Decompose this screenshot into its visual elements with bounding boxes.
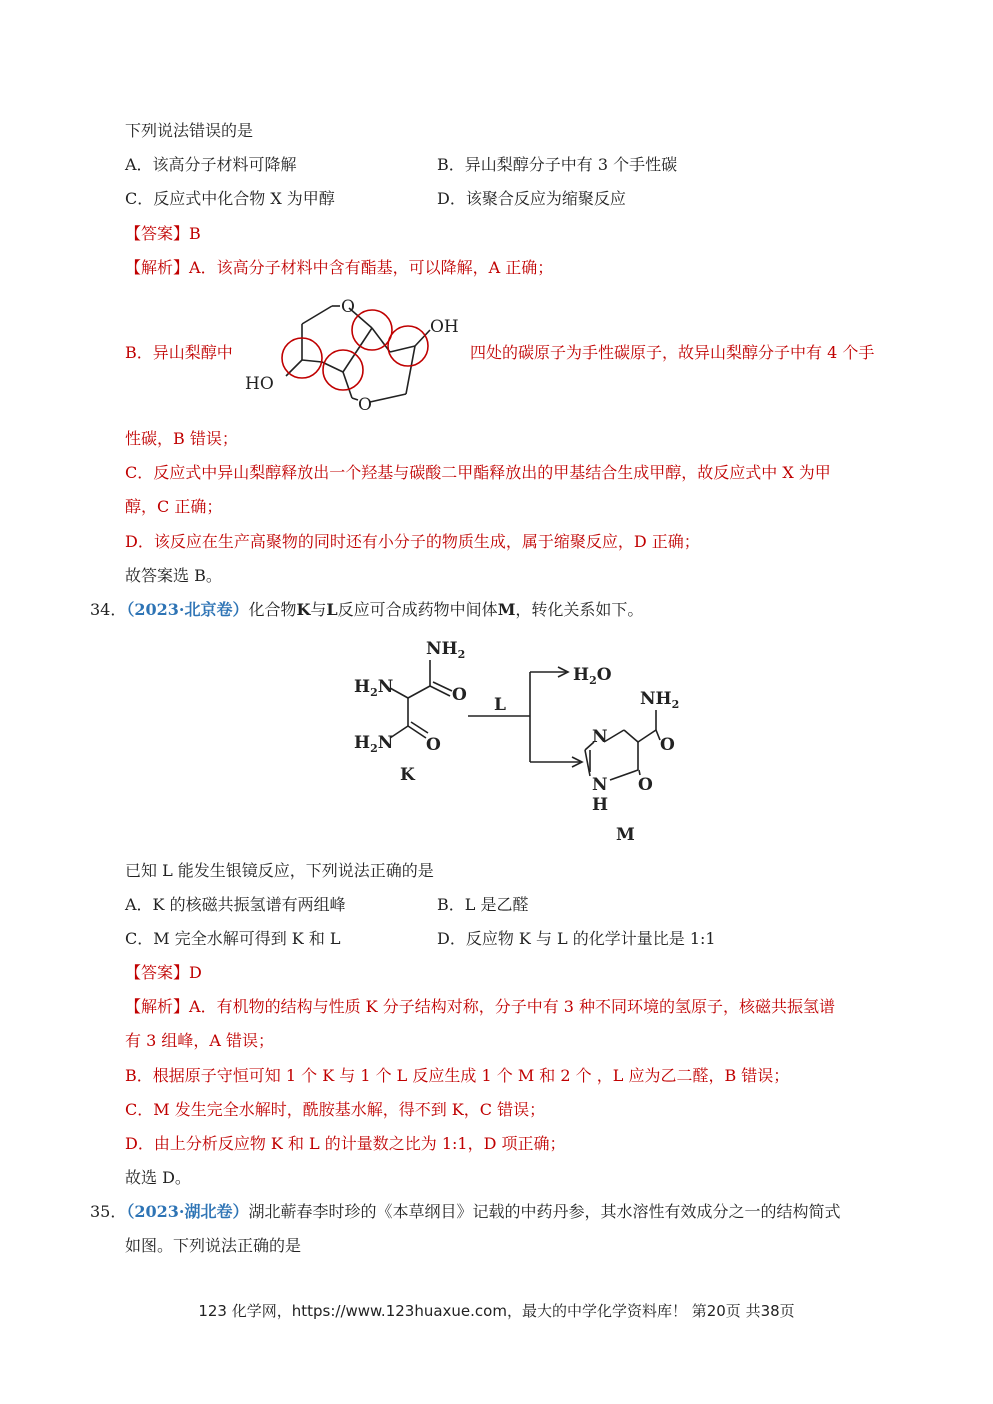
reaction-scheme [340,630,700,850]
q33-analysis-b-prefix: B．异山梨醇中 [125,343,233,362]
svg-text:M: M [616,825,635,845]
q33-analysis-b-suffix: 四处的碳原子为手性碳原子，故异山梨醇分子中有 4 个手 [470,343,875,362]
q34-stem-b: 与 [310,600,327,619]
q33-analysis-c: C．反应式中异山梨醇释放出一个羟基与碳酸二甲酯释放出的甲基结合生成甲醇，故反应式中 X 为甲 [125,463,831,482]
q35-stem: 湖北蕲春李时珍的《本草纲目》记载的中药丹参，其水溶性有效成分之一的结构简式 [248,1202,841,1221]
answer-value: D [189,963,202,982]
q33-stem: 下列说法错误的是 [125,121,254,140]
q34-analysis-a-cont: 有 3 组峰，A 错误； [125,1031,274,1050]
svg-text:NH2: $NH_2$ [426,639,466,661]
svg-text:L: L [494,695,506,715]
chiral-circle-4 [388,326,428,366]
q33-analysis-d: D．该反应在生产高聚物的同时还有小分子的物质生成，属于缩聚反应，D 正确； [125,532,700,551]
q34-answer [125,962,202,984]
q34-stem-a: 化合物 [248,600,297,619]
hydroxyl-left: HO [245,374,274,394]
ring-oxygen-bottom: O [358,395,372,415]
q34-l: L [326,600,338,619]
answer-label: 【答案】 [125,963,190,982]
q34-analysis-b: B．根据原子守恒可知 1 个 K 与 1 个 L 反应生成 1 个 M 和 2 个 ，L 应为乙二醛，B 错误； [125,1066,790,1085]
q34-option-d: D．反应物 K 与 L 的化学计量比是 1:1 [437,929,716,948]
svg-text:O: O [426,735,441,755]
analysis-text: A．有机物的结构与性质 K 分子结构对称，分子中有 3 种不同环境的氢原子，核磁共振氢谱 [189,997,836,1016]
svg-text:N: N [592,775,608,795]
isosorbide-structure [240,290,470,415]
ring-oxygen-top: O [341,297,355,317]
svg-text:NH2: $NH_2$ [640,689,680,711]
q34-header [90,599,643,621]
page-footer: 123 化学网，https://www.123huaxue.com，最大的中学化学资料库！ 第20页 共38页 [198,1302,795,1320]
q34-option-b: B．L 是乙醛 [437,895,529,914]
q33-analysis-b-cont: 性碳，B 错误； [125,429,238,448]
svg-text:O: O [638,775,653,795]
svg-text:O: O [452,685,467,705]
q33-conclusion: 故答案选 B。 [125,566,222,585]
q34-stem-d: ，转化关系如下。 [515,600,644,619]
analysis-label: 【解析】 [125,997,190,1016]
analysis-label: 【解析】 [125,258,190,277]
q33-option-c: C．反应式中化合物 X 为甲醇 [125,189,335,208]
q34-stem-c: 反应可合成药物中间体 [337,600,498,619]
svg-text:O: O [660,735,675,755]
svg-text:K: K [400,765,415,785]
question-source: （2023·湖北卷） [126,1202,249,1221]
question-source: （2023·北京卷） [126,600,249,619]
q33-answer [125,223,201,245]
analysis-text: A．该高分子材料中含有酯基，可以降解，A 正确； [189,258,554,277]
q34-k: K [296,600,311,619]
q34-known: 已知 L 能发生银镜反应，下列说法正确的是 [125,861,434,880]
q34-analysis-c: C．M 发生完全水解时，酰胺基水解，得不到 K，C 错误； [125,1100,546,1119]
q33-option-b: B．异山梨醇分子中有 3 个手性碳 [437,155,678,174]
chiral-circle-2 [323,350,363,390]
svg-text:H2N: $H_2N$ [354,677,394,699]
q33-option-a: A．该高分子材料可降解 [125,155,297,174]
q34-conclusion: 故选 D。 [125,1168,191,1187]
answer-label: 【答案】 [125,224,190,243]
q34-m: M [497,600,516,619]
q33-analysis-a [125,257,553,279]
q34-analysis-d: D．由上分析反应物 K 和 L 的计量数之比为 1:1，D 项正确； [125,1134,566,1153]
q34-option-c: C．M 完全水解可得到 K 和 L [125,929,341,948]
question-number: 34． [90,600,127,619]
q35-stem-cont: 如图。下列说法正确的是 [125,1236,302,1255]
q35-header [90,1201,841,1223]
q33-option-d: D．该聚合反应为缩聚反应 [437,189,626,208]
q34-option-a: A．K 的核磁共振氢谱有两组峰 [125,895,346,914]
svg-text:N: N [592,727,608,747]
answer-value: B [189,224,201,243]
q34-analysis-a [125,996,835,1018]
svg-text:H2O: $H_2O$ [573,665,612,687]
hydroxyl-right: OH [430,317,459,337]
question-number: 35． [90,1202,127,1221]
svg-text:H2N: $H_2N$ [354,733,394,755]
q33-analysis-c-cont: 醇，C 正确； [125,497,223,516]
chiral-circle-3 [352,310,392,350]
svg-text:H: H [592,795,609,815]
